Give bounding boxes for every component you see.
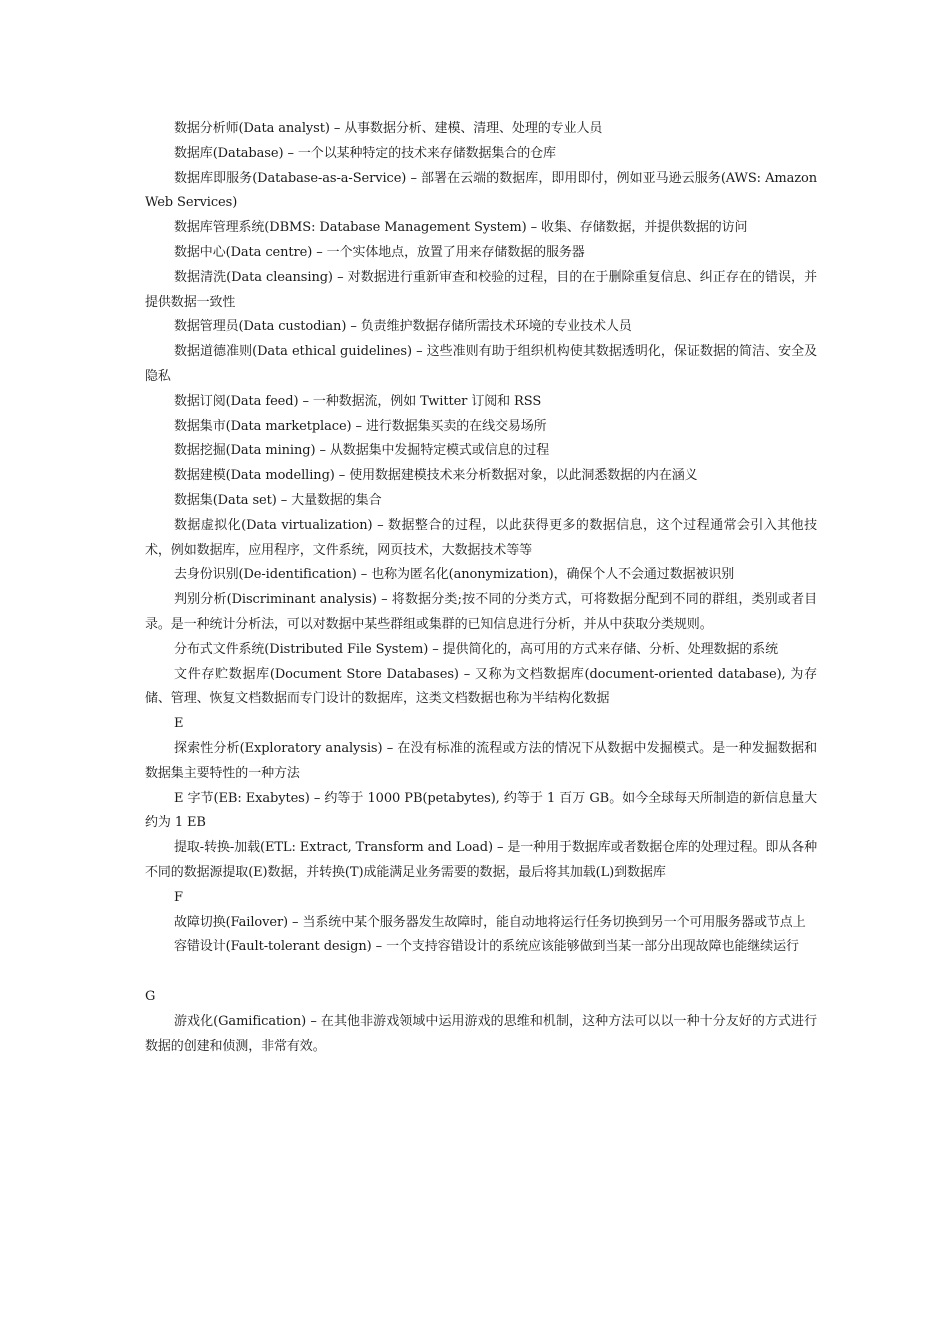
glossary-entry: 数据挖掘(Data mining) – 从数据集中发掘特定模式或信息的过程	[174, 443, 550, 459]
section-letter-e: E	[174, 716, 184, 732]
glossary-entry: 数据订阅(Data feed) – 一种数据流，例如 Twitter 订阅和 RSS	[174, 393, 542, 409]
glossary-entry: 数据虚拟化(Data virtualization) – 数据整合的过程，以此获得更多的数据信息，这个过程通常会引入其他技术，例如数据库，应用程序，文件系统，网页技术，大数据技术等等	[145, 517, 817, 558]
glossary-entry: 数据建模(Data modelling) – 使用数据建模技术来分析数据对象，以此洞悉数据的内在涵义	[174, 468, 698, 484]
glossary-entry: 故障切换(Failover) – 当系统中某个服务器发生故障时，能自动地将运行任务切换到另一个可用服务器或节点上	[174, 914, 806, 930]
glossary-entry: 游戏化(Gamification) – 在其他非游戏领域中运用游戏的思维和机制，这种方法可以以一种十分友好的方式进行数据的创建和侦测，非常有效。	[145, 1013, 817, 1054]
glossary-entry: 数据清洗(Data cleansing) – 对数据进行重新审查和校验的过程，目的在于删除重复信息、纠正存在的错误，并提供数据一致性	[145, 269, 817, 310]
glossary-entry: 文件存贮数据库(Document Store Databases) – 又称为文档数据库(document-oriented database), 为存储、管理、恢复文档数据而专门设计的数据库，这类文档数据也称为半结构化数据	[145, 666, 817, 707]
glossary-entry: 数据库即服务(Database-as-a-Service) – 部署在云端的数据库，即用即付，例如亚马逊云服务(AWS: Amazon Web Services)	[145, 170, 817, 211]
glossary-entry: 容错设计(Fault-tolerant design) – 一个支持容错设计的系统应该能够做到当某一部分出现故障也能继续运行	[174, 939, 799, 955]
section-letter-f: F	[174, 889, 184, 905]
glossary-entry: 分布式文件系统(Distributed File System) – 提供简化的，高可用的方式来存储、分析、处理数据的系统	[174, 641, 779, 657]
glossary-entry: 数据库管理系统(DBMS: Database Management System) – 收集、存储数据，并提供数据的访问	[174, 220, 748, 236]
glossary-entry: 数据中心(Data centre) – 一个实体地点，放置了用来存储数据的服务器	[174, 244, 585, 260]
glossary-entry: 数据集(Data set) – 大量数据的集合	[174, 492, 382, 508]
glossary-entry: 探索性分析(Exploratory analysis) – 在没有标准的流程或方法的情况下从数据中发掘模式。是一种发掘数据和数据集主要特性的一种方法	[145, 740, 817, 781]
glossary-entry: 去身份识别(De-identification) – 也称为匿名化(anonymization)，确保个人不会通过数据被识别	[174, 567, 735, 583]
glossary-page	[145, 117, 817, 1059]
glossary-entry: 数据道德准则(Data ethical guidelines) – 这些准则有助于组织机构使其数据透明化，保证数据的简洁、安全及隐私	[145, 344, 817, 384]
section-letter-g: G	[145, 989, 156, 1005]
glossary-entry: 数据分析师(Data analyst) – 从事数据分析、建模、清理、处理的专业人员	[174, 121, 603, 136]
glossary-entry: 提取-转换-加载(ETL: Extract, Transform and Load) – 是一种用于数据库或者数据仓库的处理过程。即从各种不同的数据源提取(E)数据，并转换(T)成能满足业务需要的数据，最后将其加载(L)到数据库	[145, 840, 817, 880]
glossary-entry: 判别分析(Discriminant analysis) – 将数据分类;按不同的分类方式，可将数据分配到不同的群组，类别或者目录。是一种统计分析法，可以对数据中某些群组或集群的已知信息进行分析，并从中获取分类规则。	[145, 592, 817, 632]
section-spacer	[145, 960, 817, 985]
glossary-entry: 数据管理员(Data custodian) – 负责维护数据存储所需技术环境的专业技术人员	[174, 319, 632, 335]
glossary-entry: 数据集市(Data marketplace) – 进行数据集买卖的在线交易场所	[174, 418, 547, 434]
glossary-entry: E 字节(EB: Exabytes) – 约等于 1000 PB(petabytes), 约等于 1 百万 GB。如今全球每天所制造的新信息量大约为 1 EB	[145, 790, 817, 831]
glossary-entry: 数据库(Database) – 一个以某种特定的技术来存储数据集合的仓库	[174, 145, 556, 161]
